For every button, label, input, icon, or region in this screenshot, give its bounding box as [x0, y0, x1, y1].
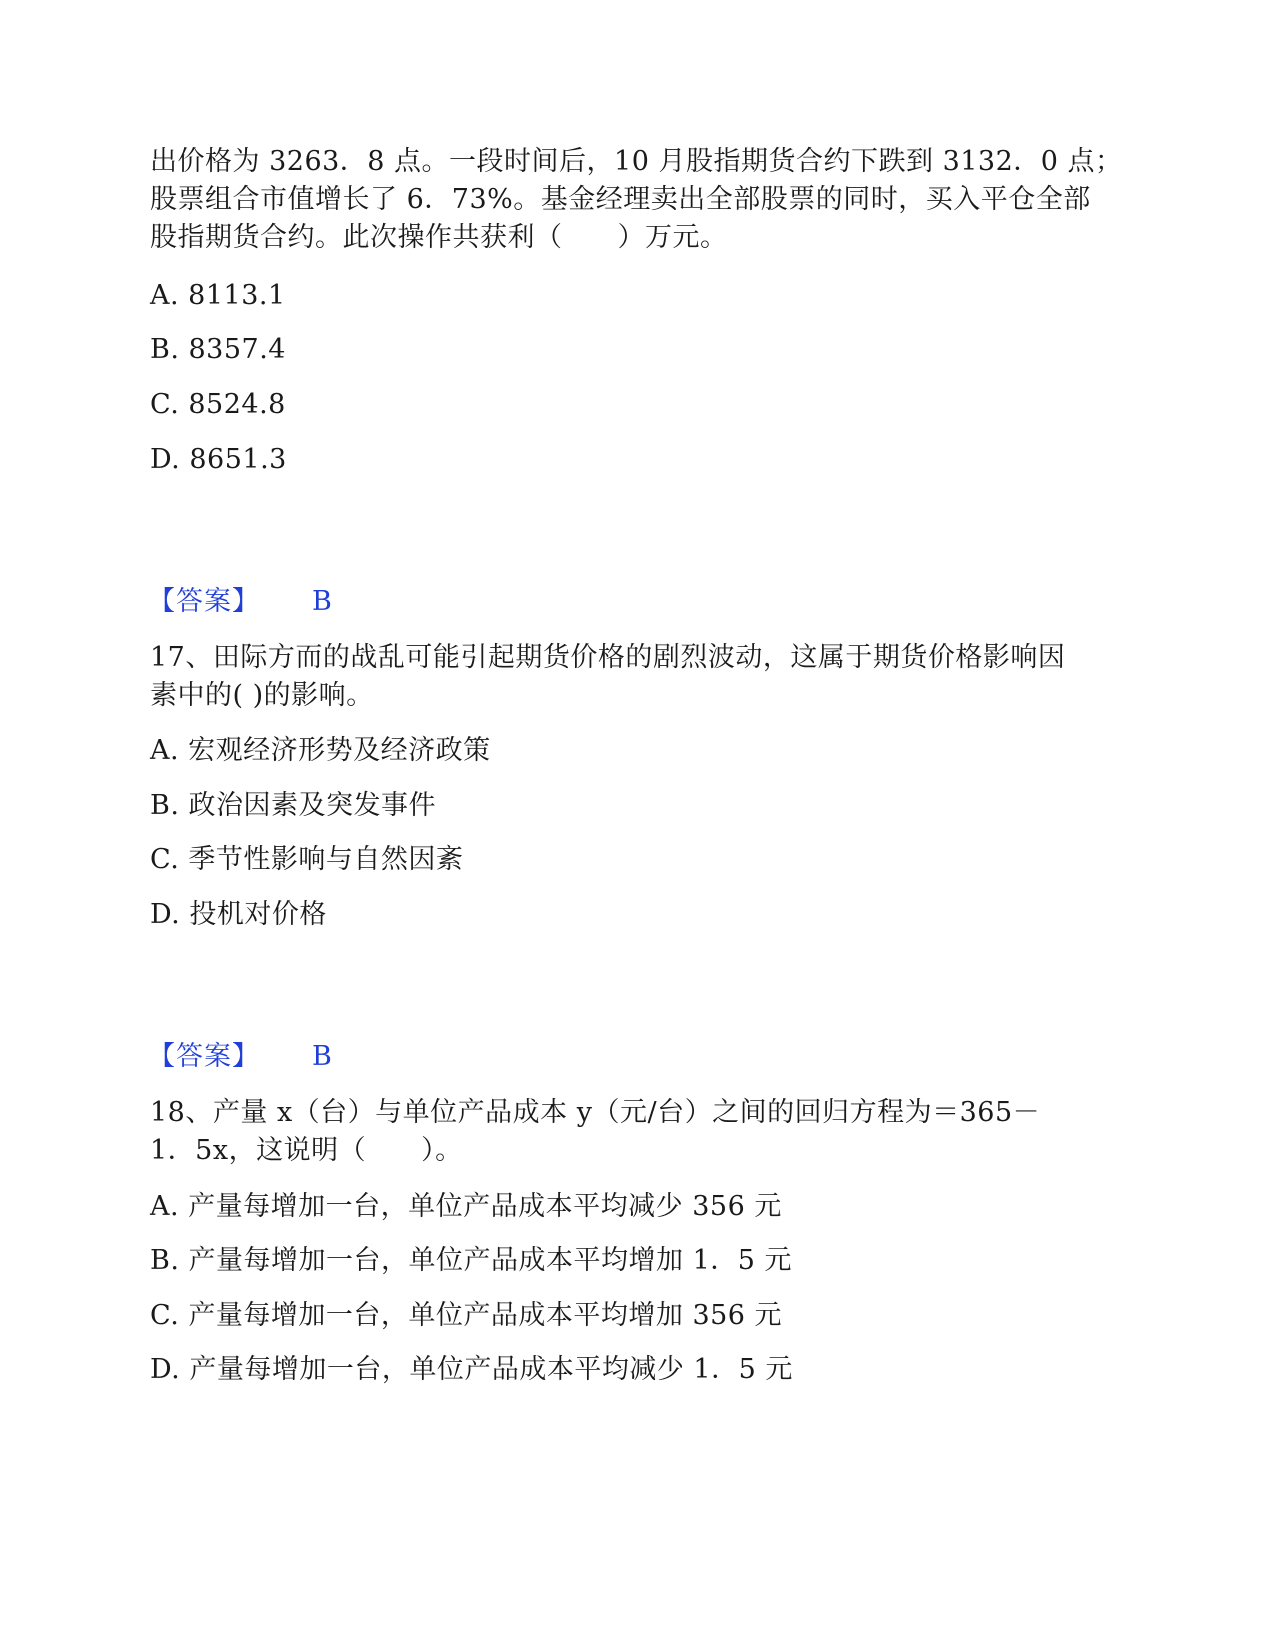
q16-answer-label: 【答案】	[148, 586, 260, 617]
q16-option-d: D. 8651.3	[150, 444, 287, 475]
q16-answer	[148, 582, 332, 622]
q18-option-a: A. 产量每增加一台，单位产品成本平均减少 356 元	[150, 1191, 782, 1222]
q17-answer-label: 【答案】	[148, 1041, 260, 1072]
q18-option-c: C. 产量每增加一台，单位产品成本平均增加 356 元	[150, 1300, 783, 1331]
q16-stem-line-2: 股票组合市值增长了 6．73%。基金经理卖出全部股票的同时，买入平仓全部	[150, 184, 1091, 215]
q17-stem-line-1: 17、田际方而的战乱可能引起期货价格的剧烈波动，这属于期货价格影响因	[150, 642, 1066, 673]
q16-stem-line-3: 股指期货合约。此次操作共获利（ ）万元。	[150, 222, 728, 253]
q16-answer-value: B	[312, 586, 332, 617]
q18-stem-line-1: 18、产量 x（台）与单位产品成本 y（元/台）之间的回归方程为＝365－	[150, 1097, 1041, 1128]
q18-option-d: D. 产量每增加一台，单位产品成本平均减少 1．5 元	[150, 1354, 793, 1385]
q17-answer	[148, 1037, 332, 1077]
q16-option-c: C. 8524.8	[150, 389, 286, 420]
q16-option-a: A. 8113.1	[150, 280, 286, 311]
q17-option-a: A. 宏观经济形势及经济政策	[150, 735, 491, 766]
q18-option-b: B. 产量每增加一台，单位产品成本平均增加 1．5 元	[150, 1245, 793, 1276]
q16-option-b: B. 8357.4	[150, 334, 286, 365]
q17-option-b: B. 政治因素及突发事件	[150, 790, 437, 821]
q17-stem-line-2: 素中的( )的影响。	[150, 680, 374, 711]
q17-answer-value: B	[312, 1041, 332, 1072]
q17-option-d: D. 投机对价格	[150, 899, 327, 930]
q16-stem-line-1: 出价格为 3263．8 点。一段时间后，10 月股指期货合约下跌到 3132．0 点；	[150, 146, 1123, 177]
q18-stem-line-2: 1．5x，这说明（ ）。	[150, 1135, 463, 1166]
q17-option-c: C. 季节性影响与自然因紊	[150, 844, 464, 875]
